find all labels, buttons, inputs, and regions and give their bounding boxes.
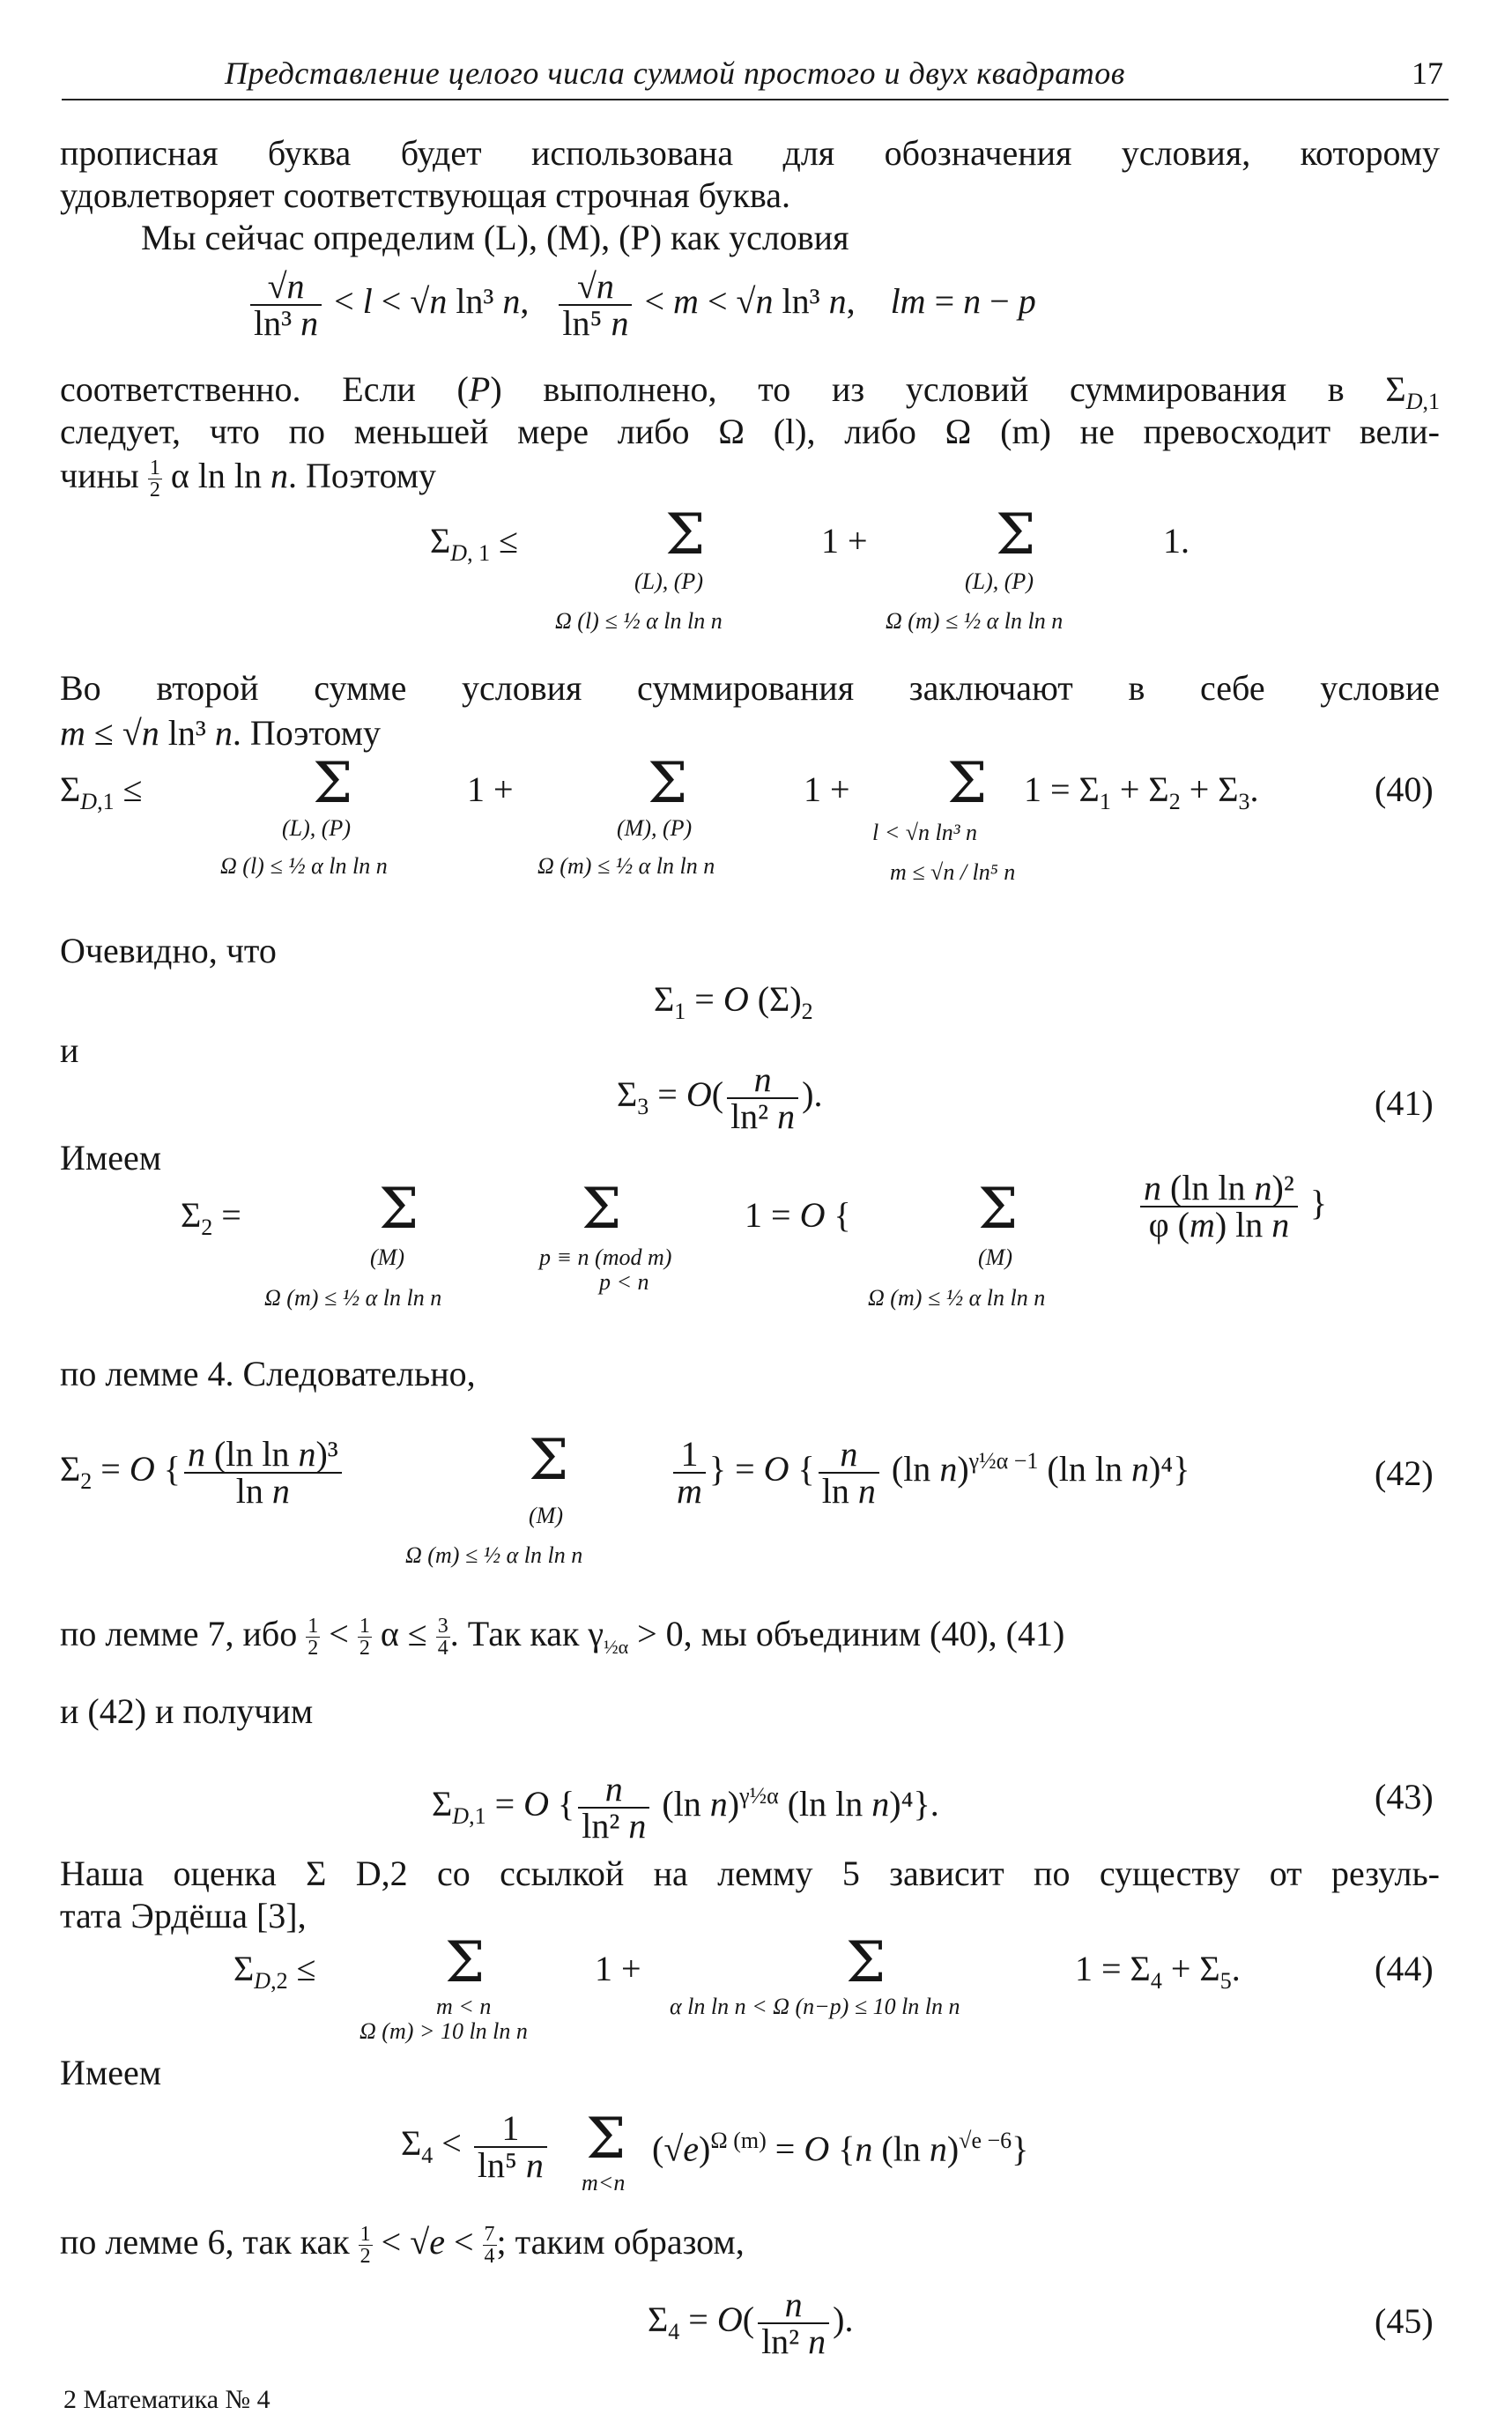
sigma2-definition: $\Sigma_2$ = [181,1195,241,1240]
paragraph-line: Наша оценка Σ D,2 со ссылкой на лемму 5 зависит по существу от резуль- [60,1854,1440,1893]
paragraph-line: Имеем [60,2053,162,2092]
equation-number: (43) [1375,1777,1434,1816]
sigma1-equation: $\Sigma_1 = O$ $(\Sigma)_2$ [654,979,813,1024]
equation-number: (44) [1375,1949,1434,1988]
paragraph-line: соответственно. Если (P) выполнено, то из условий суммирования в $\Sigma_{D,1}$ [60,369,1440,414]
header-rule [62,99,1449,100]
equation-number: (42) [1375,1453,1434,1493]
paragraph-line: и (42) и получим [60,1691,314,1731]
eq41: $\Sigma_3 = O$( $\frac{n}{\text{ln² n}}$ ). [617,1059,823,1136]
paragraph-line: Очевидно, что [60,931,277,970]
sum-sign: Σ [313,751,353,816]
sum-sign: Σ [445,1930,485,1995]
paragraph-line: Имеем [60,1138,162,1178]
paragraph-line: удовлетворяет соответствующая строчная буква. [60,175,791,215]
sum-sign: Σ [665,502,706,568]
paragraph-line: Во второй сумме условия суммирования заключают в себе условие [60,668,1440,708]
eq40-lhs: $\Sigma_{D,1}$ ≤ [60,769,143,814]
paragraph-line: Мы сейчас определим (L), (M), (P) как условия [141,218,849,257]
equation-number: (45) [1375,2301,1434,2341]
eq44: $\Sigma_{D,2}$ ≤ [233,1949,316,1994]
sum-sign: Σ [846,1930,886,1995]
eq45: $\Sigma_4 = O$( $\frac{n}{\text{ln² n}}$ ). [648,2285,854,2361]
paragraph-line: прописная буква будет использована для обозначения условия, которому [60,133,1440,173]
page-footer: 2 Математика № 4 [63,2385,271,2414]
paragraph-line: по лемме 6, так как $\frac{1}{2}$ < √e < $\frac{7}{4}$ ; таким образом, [60,2222,745,2269]
paragraph-line: чины $\frac{1}{2}$ α ln ln n. Поэтому [60,456,437,502]
paragraph-line: m ≤ √n ln³ n. Поэтому [60,713,381,753]
paragraph-line: тата Эрдёша [3], [60,1896,307,1935]
sum-sign: Σ [947,751,988,816]
equation-number: (40) [1375,769,1434,809]
page-number: 17 [1412,56,1443,91]
sigma4-inequality: $\Sigma_4$ < $\frac{1}{\text{ln⁵ n}}$ [401,2111,551,2183]
running-header: Представление целого числа суммой простого и двух квадратов [225,56,1125,91]
sum-sign: Σ [648,751,688,816]
sum-sign: Σ [379,1177,419,1242]
document-page: Представление целого числа суммой простого и двух квадратов 17 прописная буква будет использована для обозначения условия, которому удовлетворяет соответствующая строчная буква. Мы сейчас определим (L), (M), (P) как условия $\frac{√n}{\text{ln³ n}}$ < l < √n ln³ n, $\frac{√n}{\text{ln⁵ n}}$ < m < √n ln³ n, lm = n − p соответственно. Если (P) выполнено, то из условий суммирования в $\Sigma_{D,1}$ следует, что по меньшей мере либо Ω (l), либо Ω (m) не превосходит вели- чины $\frac{1}{2}$ α ln ln n. Поэтому $\Sigma_{D, 1}$ ≤ Σ 1 + Σ 1. (L), (P) (L), (P) Ω (l) ≤ ½ α ln ln n Ω (m) ≤ ½ α ln ln n Во второй сумме условия суммирования заключают в себе условие m ≤ √n ln³ n. Поэтому $\Sigma_{D,1}$ ≤ Σ 1 + Σ 1 + Σ $1 = \Sigma_1 + \Sigma_2 + \Sigma_3$. (40) (L), (P) (M), (P) l < √n ln³ n Ω (l) ≤ ½ α ln ln n Ω (m) ≤ ½ α ln ln n m ≤ √n / ln⁵ n Очевидно, что $\Sigma_1 = O$ $(\Sigma)_2$ и $\Sigma_3 = O$( $\frac{n}{\text{ln² n}}$ ). (41) Имеем $\Sigma_2$ = Σ Σ 1 = O { Σ $\frac{\text{n (ln ln n)²}}{\text{φ (m) ln n}}$ } (M) p ≡ n (mod m) p < n (M) Ω (m) ≤ ½ α ln ln n Ω (m) ≤ ½ α ln ln n по лемме 4. Следовательно, $\Sigma_2 = O$ { $\frac{\text{n (ln ln n)³}}{\text{ln n}}$ Σ $\frac{1}{m}$ } = O { $\frac{n}{\text{ln n}}$ (ln n)$^{\gamma\frac{1}{2}\alpha -1}$ (ln ln n)⁴} (42) (M) Ω (m) ≤ ½ α ln ln n по лемме 7, ибо $\frac{1}{2}$ < $\frac{1}{2}$ α ≤ $\frac{3}{4}$ . Так как $\gamma_{\frac{1}{2}\alpha} > 0$, мы объединим (40), (41) и (42) и получим $\Sigma_{D,1} = O$ { $\frac{n}{\text{ln² n}}$ (ln n)$^{\gamma\frac{1}{2}\alpha}$ (ln ln n)⁴}. (43) Наша оценка Σ D,2 со ссылкой на лемму 5 зависит по существу от резуль- тата Эрдёша [3], $\Sigma_{D,2}$ ≤ Σ 1 + Σ $1 = \Sigma_4 + \Sigma_5$. (44) m < n α ln ln n < Ω (n−p) ≤ 10 ln ln n Ω (m) > 10 ln ln n Имеем $\Sigma_4$ < $\frac{1}{\text{ln⁵ n}}$ Σ $(√e)^{\Omega (m)} = O$ {n (ln n)$^{√e -6}$} m<n по лемме 6, так как $\frac{1}{2}$ < √e < $\frac{7}{4}$ ; таким образом, $\Sigma_4 = O$( $\frac{n}{\text{ln² n}}$ ). (45) 2 Математика № 4 [0,0,1512,2422]
sum-sign: Σ [978,1177,1019,1242]
paragraph-line: по лемме 7, ибо $\frac{1}{2}$ < $\frac{1}{2}$ α ≤ $\frac{3}{4}$ . Так как $\gamma_{\frac{1}{2}\alpha} > 0$, мы объединим (40), (41) [60,1614,1065,1660]
eq43: $\Sigma_{D,1} = O$ { $\frac{n}{\text{ln² n}}$ (ln n)$^{\gamma\frac{1}{2}\alpha}$ (ln ln n)⁴}. [432,1769,939,1846]
paragraph-line: и [60,1030,79,1070]
equation-number: (41) [1375,1083,1434,1123]
sum-sign: Σ [586,2106,626,2172]
sum-sign: Σ [529,1428,569,1493]
paragraph-line: по лемме 4. Следовательно, [60,1354,476,1393]
eq42: $\Sigma_2 = O$ { $\frac{\text{n (ln ln n)³}}{\text{ln n}}$ [60,1437,345,1509]
sum-sign: Σ [582,1177,622,1242]
paragraph-line: следует, что по меньшей мере либо Ω (l), либо Ω (m) не превосходит вели- [60,412,1440,451]
conditions-equation: $\frac{√n}{\text{ln³ n}}$ < l < √n ln³ n, $\frac{√n}{\text{ln⁵ n}}$ < m < √n ln³ n, lm = n − p [247,269,1036,341]
sigma-d1-inequality: $\Sigma_{D, 1}$ ≤ [430,521,519,566]
sum-sign: Σ [996,502,1036,568]
